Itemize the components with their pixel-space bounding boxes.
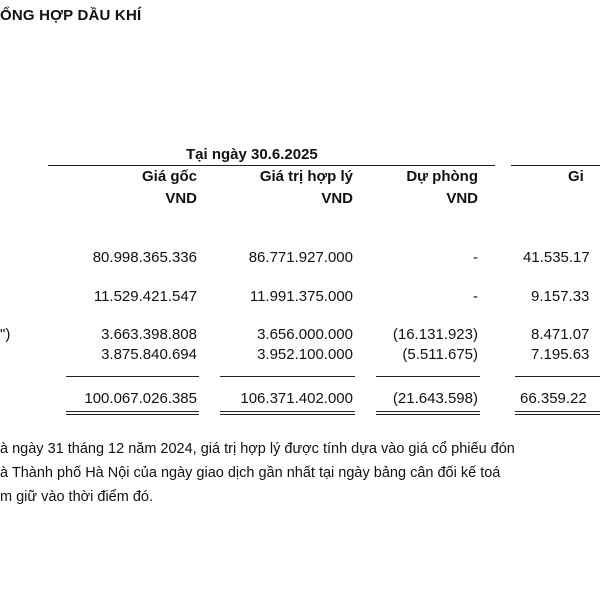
report-title: ỔNG HỢP DẦU KHÍ [0, 7, 142, 24]
column-header-fair-value [260, 166, 353, 210]
row-3-provision: (16.131.923) [392, 326, 478, 343]
period-heading: Tại ngày 30.6.2025 [186, 146, 318, 163]
footnote-line-2: à Thành phố Hà Nội của ngày giao dịch gần nhất tại ngày bảng cân đối kế toá [0, 465, 501, 481]
total-rule-cost [66, 376, 199, 377]
column-header-provision-unit: VND [446, 190, 478, 207]
total-cost: 100.067.026.385 [84, 390, 197, 407]
double-rule-provision-2 [376, 414, 480, 415]
row-1-provision: - [473, 249, 478, 266]
row-3-prior: 8.471.07 [531, 326, 590, 343]
double-rule-prior-1 [515, 411, 600, 412]
row-4-prior: 7.195.63 [531, 346, 590, 363]
footnote-line-1: à ngày 31 tháng 12 năm 2024, giá trị hợp lý được tính dựa vào giá cổ phiếu đón [0, 441, 515, 457]
column-header-cost-label: Giá gốc [141, 168, 197, 185]
row-3-label-fragment: ") [0, 326, 11, 343]
double-rule-provision-1 [376, 411, 480, 412]
column-header-fair-value-unit: VND [321, 190, 353, 207]
total-prior: 66.359.22 [520, 390, 587, 407]
row-2-fair-value: 11.991.375.000 [249, 288, 353, 305]
column-header-fair-value-label: Giá trị hợp lý [259, 168, 353, 185]
column-header-provision-label: Dự phòng [406, 168, 478, 185]
column-header-cost-unit: VND [165, 190, 197, 207]
row-4-cost: 3.875.840.694 [101, 346, 197, 363]
total-fair-value: 106.371.402.000 [240, 390, 353, 407]
column-header-provision [406, 166, 478, 210]
double-rule-cost-1 [66, 411, 199, 412]
double-rule-fair-value-2 [220, 414, 355, 415]
row-4-fair-value: 3.952.100.000 [257, 346, 353, 363]
row-1-fair-value: 86.771.927.000 [248, 249, 353, 266]
footnote-line-3: m giữ vào thời điểm đó. [0, 489, 154, 505]
row-3-fair-value: 3.656.000.000 [257, 326, 353, 343]
row-3-cost: 3.663.398.808 [101, 326, 197, 343]
double-rule-cost-2 [66, 414, 199, 415]
column-header-cost [142, 166, 197, 210]
double-rule-prior-2 [515, 414, 600, 415]
double-rule-fair-value-1 [220, 411, 355, 412]
total-rule-provision [376, 376, 480, 377]
column-header-prior [568, 166, 584, 188]
footnote [0, 437, 515, 509]
column-header-prior-label: Gi [568, 168, 584, 185]
row-1-cost: 80.998.365.336 [92, 249, 197, 266]
total-provision: (21.643.598) [392, 390, 478, 407]
row-4-provision: (5.511.675) [402, 346, 478, 363]
row-1-prior: 41.535.17 [523, 249, 590, 266]
prior-period-rule [511, 165, 600, 166]
total-rule-fair-value [220, 376, 355, 377]
row-2-provision: - [473, 288, 478, 305]
row-2-cost: 11.529.421.547 [93, 288, 197, 305]
total-rule-prior [515, 376, 600, 377]
row-2-prior: 9.157.33 [531, 288, 590, 305]
